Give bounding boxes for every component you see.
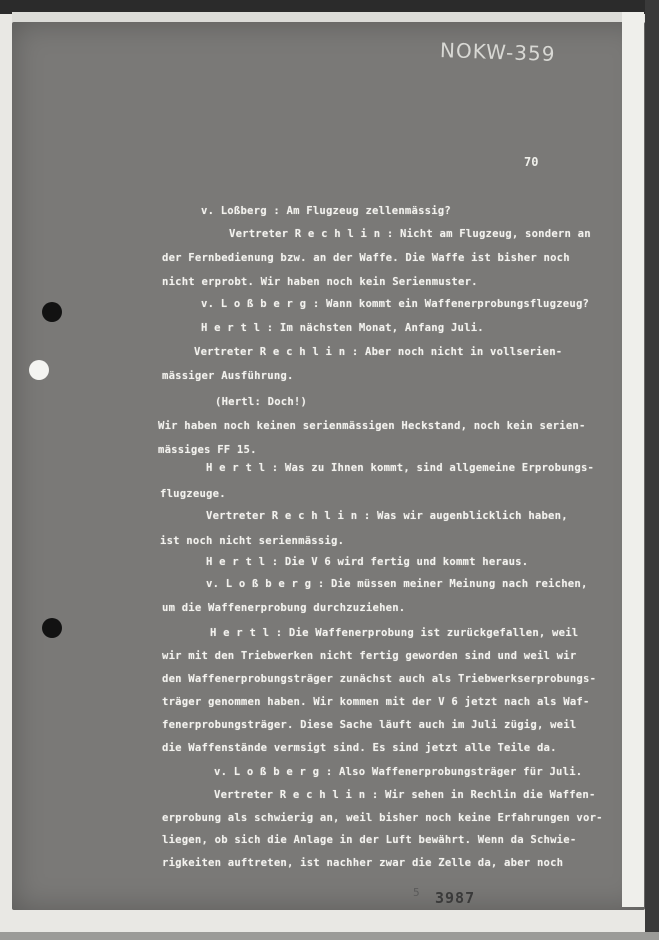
text-line: H e r t l : Die V 6 wird fertig und kommt heraus. xyxy=(206,556,529,568)
document-reference: NOKW-359 xyxy=(439,37,556,67)
punch-hole-top xyxy=(42,302,62,322)
punch-hole-bottom xyxy=(42,618,62,638)
text-line: rigkeiten auftreten, ist nachher zwar die Zelle da, aber noch xyxy=(162,857,564,869)
stamp-mark: 5 xyxy=(413,886,420,899)
text-line: H e r t l : Die Waffenerprobung ist zurückgefallen, weil xyxy=(210,627,579,639)
text-line: die Waffenstände vermsigt sind. Es sind jetzt alle Teile da. xyxy=(162,742,557,754)
paper-right-edge xyxy=(622,12,644,907)
text-line: v. L o ß b e r g : Wann kommt ein Waffenerprobungsflugzeug? xyxy=(201,298,590,310)
text-line: mässiger Ausführung. xyxy=(162,370,294,382)
text-line: H e r t l : Im nächsten Monat, Anfang Juli. xyxy=(201,322,484,334)
text-line: Vertreter R e c h l i n : Wir sehen in Rechlin die Waffen- xyxy=(214,789,596,801)
text-line: v. L o ß b e r g : Die müssen meiner Meinung nach reichen, xyxy=(206,578,588,590)
text-line: nicht erprobt. Wir haben noch kein Serienmuster. xyxy=(162,276,478,288)
text-line: den Waffenerprobungsträger zunächst auch als Triebwerkserprobungs- xyxy=(162,673,597,685)
punch-hole-middle xyxy=(29,360,49,380)
scan-border-right xyxy=(645,0,659,940)
text-line: wir mit den Triebwerken nicht fertig geworden sind und weil wir xyxy=(162,650,577,662)
page-number: 70 xyxy=(524,155,539,169)
text-line: Vertreter R e c h l i n : Aber noch nicht in vollserien- xyxy=(194,346,563,358)
text-line: um die Waffenerprobung durchzuziehen. xyxy=(162,602,406,614)
text-line: Vertreter R e c h l i n : Nicht am Flugzeug, sondern an xyxy=(229,228,591,240)
text-line: v. Loßberg : Am Flugzeug zellenmässig? xyxy=(201,205,451,217)
archive-stamp-number: 3987 xyxy=(435,889,476,907)
text-line: Wir haben noch keinen serienmässigen Heckstand, noch kein serien- xyxy=(158,420,586,432)
scan-border-bottom xyxy=(0,932,659,940)
text-line: Vertreter R e c h l i n : Was wir augenblicklich haben, xyxy=(206,510,568,522)
text-line: fenerprobungsträger. Diese Sache läuft auch im Juli zügig, weil xyxy=(162,719,577,731)
text-line: ist noch nicht serienmässig. xyxy=(160,535,345,547)
text-line: flugzeuge. xyxy=(160,488,226,500)
text-line: mässiges FF 15. xyxy=(158,444,257,456)
text-line: H e r t l : Was zu Ihnen kommt, sind allgemeine Erprobungs- xyxy=(206,462,595,474)
text-line: liegen, ob sich die Anlage in der Luft bewährt. Wenn da Schwie- xyxy=(162,834,577,846)
text-line: v. L o ß b e r g : Also Waffenerprobungsträger für Juli. xyxy=(214,766,583,778)
text-line: (Hertl: Doch!) xyxy=(215,396,308,408)
text-line: träger genommen haben. Wir kommen mit der V 6 jetzt nach als Waf- xyxy=(162,696,590,708)
text-line: der Fernbedienung bzw. an der Waffe. Die Waffe ist bisher noch xyxy=(162,252,570,264)
text-line: erprobung als schwierig an, weil bisher noch keine Erfahrungen vor- xyxy=(162,812,603,824)
